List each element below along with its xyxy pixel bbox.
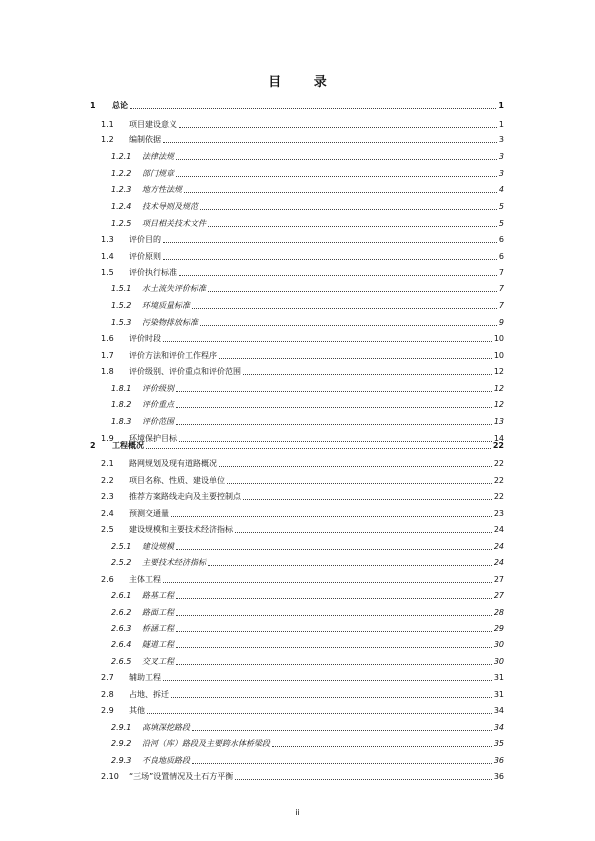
toc-dot-leader — [192, 300, 497, 309]
toc-entry-label: 主要技术经济指标 — [142, 558, 206, 568]
toc-entry[interactable] — [90, 168, 504, 180]
toc-entry-label: 评价执行标准 — [129, 268, 177, 277]
toc-entry[interactable] — [90, 475, 504, 487]
toc-entry-page: 24 — [493, 558, 504, 568]
toc-entry-number: 2.10 — [101, 772, 119, 781]
toc-dot-leader — [235, 771, 492, 780]
toc-entry-number: 2.9.3 — [111, 755, 132, 765]
toc-entry[interactable] — [90, 557, 504, 569]
toc-entry[interactable] — [90, 491, 504, 503]
toc-entry-number: 1.2 — [101, 135, 114, 144]
toc-entry-page: 35 — [493, 739, 504, 749]
toc-entry-number: 2.1 — [101, 459, 114, 469]
toc-entry[interactable] — [90, 333, 504, 345]
toc-entry-label: 项目名称、性质、建设单位 — [129, 475, 225, 485]
toc-entry[interactable] — [90, 267, 504, 279]
toc-entry-page: 34 — [493, 722, 504, 732]
toc-dot-leader — [184, 184, 497, 193]
toc-entry[interactable] — [90, 234, 504, 246]
toc-dot-leader — [179, 119, 497, 128]
toc-entry[interactable] — [90, 689, 504, 701]
toc-entry-page: 22 — [492, 441, 504, 450]
toc-entry-label: 路面工程 — [142, 607, 174, 617]
toc-entry[interactable] — [90, 574, 504, 586]
toc-entry-page: 27 — [493, 591, 504, 601]
toc-entry-page: 24 — [493, 525, 504, 535]
toc-entry-page: 10 — [493, 351, 504, 360]
toc-entry-number: 2.5.2 — [111, 558, 132, 568]
toc-entry-page: 12 — [493, 384, 504, 393]
toc-entry-label: 编制依据 — [129, 135, 161, 144]
toc-entry-number: 1.5.1 — [111, 284, 132, 293]
toc-entry-page: 5 — [498, 219, 504, 228]
toc-entry-number: 2.5 — [101, 525, 114, 535]
toc-entry-label: 预测交通量 — [129, 508, 169, 518]
toc-entry-label: 评价方法和评价工作程序 — [129, 351, 217, 360]
toc-dot-leader — [171, 508, 492, 517]
toc-entry-number: 1.8.1 — [111, 384, 132, 393]
toc-dot-leader — [171, 689, 492, 698]
toc-entry[interactable] — [90, 300, 504, 312]
toc-entry-page: 29 — [493, 623, 504, 633]
toc-entry-page: 31 — [493, 673, 504, 683]
toc-entry-page: 14 — [493, 434, 504, 443]
toc-entry-number: 2.8 — [101, 689, 114, 699]
toc-entry-number: 1.5.3 — [111, 318, 132, 327]
toc-entry-label: 隧道工程 — [142, 640, 174, 650]
toc-dot-leader — [176, 607, 492, 616]
toc-entry-number: 1.9 — [101, 434, 114, 443]
toc-entry-page: 6 — [498, 235, 504, 244]
toc-entry-label: 总论 — [112, 101, 128, 110]
toc-entry-label: 占地、拆迁 — [129, 689, 169, 699]
toc-entry-page: 4 — [498, 185, 504, 194]
toc-entry-page: 3 — [498, 152, 504, 161]
toc-entry-number: 2.3 — [101, 492, 114, 502]
toc-entry-label: 高填深挖路段 — [142, 722, 190, 732]
toc-entry-number: 1.4 — [101, 252, 114, 261]
toc-entry-page: 30 — [493, 656, 504, 666]
toc-entry-page: 7 — [498, 284, 504, 293]
toc-dot-leader — [192, 722, 492, 731]
toc-title: 目 录 — [268, 75, 341, 90]
toc-entry-label: 主体工程 — [129, 574, 161, 584]
toc-entry-number: 2.9 — [101, 706, 114, 716]
toc-dot-leader — [219, 350, 492, 359]
toc-entry-label: 污染物排放标准 — [142, 318, 198, 327]
toc-entry-label: 项目相关技术文件 — [142, 219, 206, 228]
toc-entry-number: 2.6.1 — [111, 591, 132, 601]
toc-dot-leader — [176, 383, 492, 392]
toc-entry[interactable] — [90, 524, 504, 536]
toc-entry-number: 2.4 — [101, 508, 114, 518]
toc-dot-leader — [146, 440, 491, 449]
toc-entry-page: 27 — [493, 574, 504, 584]
toc-dot-leader — [176, 639, 492, 648]
toc-entry[interactable] — [90, 607, 504, 619]
toc-entry[interactable] — [90, 383, 504, 395]
toc-dot-leader — [200, 317, 497, 326]
toc-entry-number: 1.3 — [101, 235, 114, 244]
toc-entry-number: 1.2.2 — [111, 169, 132, 178]
toc-entry-label: 技术导则及规范 — [142, 202, 198, 211]
toc-entry-number: 1.2.3 — [111, 185, 132, 194]
toc-entry[interactable] — [90, 722, 504, 734]
toc-entry-label: 项目建设意义 — [129, 120, 177, 129]
toc-dot-leader — [176, 623, 492, 632]
toc-entry-page: 31 — [493, 689, 504, 699]
toc-entry-number: 2.6.5 — [111, 656, 132, 666]
toc-entry-page: 22 — [493, 459, 504, 469]
toc-entry-number: 1.7 — [101, 351, 114, 360]
toc-entry[interactable] — [90, 705, 504, 717]
toc-entry-page: 23 — [493, 508, 504, 518]
toc-dot-leader — [163, 333, 492, 342]
toc-entry-page: 6 — [498, 252, 504, 261]
toc-dot-leader — [163, 672, 492, 681]
toc-dot-leader — [243, 491, 492, 500]
toc-entry-page: 12 — [493, 400, 504, 409]
toc-entry-label: “三场”设置情况及土石方平衡 — [129, 772, 234, 781]
toc-entry-label: 沿河（库）路段及主要跨水体桥梁段 — [142, 739, 270, 749]
toc-dot-leader — [227, 475, 492, 484]
toc-entry-page: 13 — [493, 417, 504, 426]
toc-entry-label: 不良地质路段 — [142, 755, 190, 765]
toc-entry-number: 2 — [90, 441, 96, 450]
toc-entry-page: 12 — [493, 367, 504, 376]
toc-entry-page: 3 — [498, 169, 504, 178]
toc-dot-leader — [163, 134, 497, 143]
toc-entry-label: 推荐方案路线走向及主要控制点 — [129, 492, 241, 502]
toc-entry-number: 2.6.2 — [111, 607, 132, 617]
toc-dot-leader — [208, 283, 497, 292]
toc-entry[interactable] — [90, 458, 504, 470]
toc-entry[interactable] — [90, 119, 504, 131]
toc-entry-label: 建设规模和主要技术经济指标 — [129, 525, 233, 535]
toc-entry[interactable] — [90, 590, 504, 602]
toc-dot-leader — [176, 399, 492, 408]
toc-entry-label: 路网规划及现有道路概况 — [129, 459, 217, 469]
toc-entry-label: 地方性法规 — [142, 185, 182, 194]
toc-dot-leader — [200, 201, 497, 210]
toc-entry-number: 2.5.1 — [111, 541, 132, 551]
toc-entry[interactable] — [90, 399, 504, 411]
toc-entry-number: 1 — [90, 101, 96, 110]
toc-entry[interactable] — [90, 440, 504, 452]
toc-entry-label: 水土流失评价标准 — [142, 284, 206, 293]
toc-entry-number: 1.8.2 — [111, 400, 132, 409]
toc-entry[interactable] — [90, 416, 504, 428]
toc-entry-label: 路基工程 — [142, 591, 174, 601]
toc-entry[interactable] — [90, 100, 504, 112]
toc-entry-page: 5 — [498, 202, 504, 211]
toc-entry-number: 1.2.4 — [111, 202, 132, 211]
toc-entry-label: 评价原则 — [129, 252, 161, 261]
toc-entry[interactable] — [90, 218, 504, 230]
toc-entry[interactable] — [90, 251, 504, 263]
toc-dot-leader — [147, 705, 492, 714]
toc-entry[interactable] — [90, 771, 504, 783]
toc-entry-page: 9 — [498, 318, 504, 327]
toc-entry-label: 环境质量标准 — [142, 301, 190, 310]
toc-dot-leader — [219, 458, 492, 467]
toc-dot-leader — [208, 557, 492, 566]
toc-entry[interactable] — [90, 672, 504, 684]
toc-entry-label: 交叉工程 — [142, 656, 174, 666]
toc-entry-page: 22 — [493, 492, 504, 502]
toc-entry-label: 法律法规 — [142, 152, 174, 161]
toc-dot-leader — [176, 168, 497, 177]
toc-entry-page: 36 — [493, 755, 504, 765]
toc-entry-label: 其他 — [129, 706, 145, 716]
toc-dot-leader — [192, 755, 492, 764]
toc-entry-number: 1.1 — [101, 120, 114, 129]
toc-dot-leader — [176, 590, 492, 599]
toc-entry[interactable] — [90, 656, 504, 668]
toc-entry-number: 2.9.2 — [111, 739, 132, 749]
toc-entry[interactable] — [90, 184, 504, 196]
toc-entry-label: 工程概况 — [112, 441, 144, 450]
toc-entry[interactable] — [90, 134, 504, 146]
toc-entry[interactable] — [90, 541, 504, 553]
toc-entry[interactable] — [90, 639, 504, 651]
toc-entry-label: 评价重点 — [142, 400, 174, 409]
toc-entry-label: 环境保护目标 — [129, 434, 177, 443]
toc-entry-label: 评价级别 — [142, 384, 174, 393]
toc-entry[interactable] — [90, 201, 504, 213]
toc-dot-leader — [243, 366, 492, 375]
toc-dot-leader — [176, 656, 492, 665]
toc-entry[interactable] — [90, 366, 504, 378]
toc-entry-label: 评价时段 — [129, 334, 161, 343]
toc-entry-page: 7 — [498, 268, 504, 277]
toc-entry[interactable] — [90, 283, 504, 295]
toc-entry-number: 1.5.2 — [111, 301, 132, 310]
toc-entry-label: 建设规模 — [142, 541, 174, 551]
toc-entry-number: 1.2.5 — [111, 219, 132, 228]
toc-entry-page: 22 — [493, 475, 504, 485]
toc-entry-number: 2.6.3 — [111, 623, 132, 633]
toc-entry[interactable] — [90, 317, 504, 329]
toc-entry-number: 2.6 — [101, 574, 114, 584]
toc-dot-leader — [235, 524, 492, 533]
toc-dot-leader — [163, 251, 497, 260]
toc-dot-leader — [208, 218, 497, 227]
toc-entry-label: 部门规章 — [142, 169, 174, 178]
toc-entry-page: 24 — [493, 541, 504, 551]
toc-entry-number: 1.2.1 — [111, 152, 132, 161]
toc-entry-number: 2.9.1 — [111, 722, 132, 732]
toc-entry-number: 2.2 — [101, 475, 114, 485]
toc-entry-page: 10 — [493, 334, 504, 343]
toc-dot-leader — [130, 100, 496, 109]
toc-entry-page: 30 — [493, 640, 504, 650]
toc-entry[interactable] — [90, 151, 504, 163]
toc-entry-number: 1.8.3 — [111, 417, 132, 426]
toc-entry-page: 1 — [498, 101, 504, 110]
toc-dot-leader — [176, 416, 492, 425]
toc-entry-page: 34 — [493, 706, 504, 716]
toc-entry-page: 28 — [493, 607, 504, 617]
toc-dot-leader — [163, 234, 497, 243]
toc-entry[interactable] — [90, 755, 504, 767]
toc-dot-leader — [179, 267, 497, 276]
toc-entry-number: 2.6.4 — [111, 640, 132, 650]
toc-dot-leader — [176, 541, 492, 550]
toc-entry[interactable] — [90, 508, 504, 520]
toc-dot-leader — [272, 738, 492, 747]
toc-dot-leader — [176, 151, 497, 160]
toc-entry-page: 1 — [498, 120, 504, 129]
toc-entry-label: 桥涵工程 — [142, 623, 174, 633]
toc-entry-label: 评价目的 — [129, 235, 161, 244]
toc-entry-label: 评价范围 — [142, 417, 174, 426]
toc-entry-page: 7 — [498, 301, 504, 310]
toc-entry[interactable] — [90, 350, 504, 362]
toc-entry-number: 1.5 — [101, 268, 114, 277]
toc-entry[interactable] — [90, 623, 504, 635]
toc-entry-label: 评价级别、评价重点和评价范围 — [129, 367, 241, 376]
toc-entry-number: 2.7 — [101, 673, 114, 683]
toc-entry-number: 1.8 — [101, 367, 114, 376]
toc-entry[interactable] — [90, 738, 504, 750]
toc-dot-leader — [163, 574, 492, 583]
toc-entry-page: 36 — [493, 772, 504, 781]
toc-entry-page: 3 — [498, 135, 504, 144]
toc-entry-number: 1.6 — [101, 334, 114, 343]
toc-entry-label: 辅助工程 — [129, 673, 161, 683]
page-number: ii — [295, 808, 300, 817]
